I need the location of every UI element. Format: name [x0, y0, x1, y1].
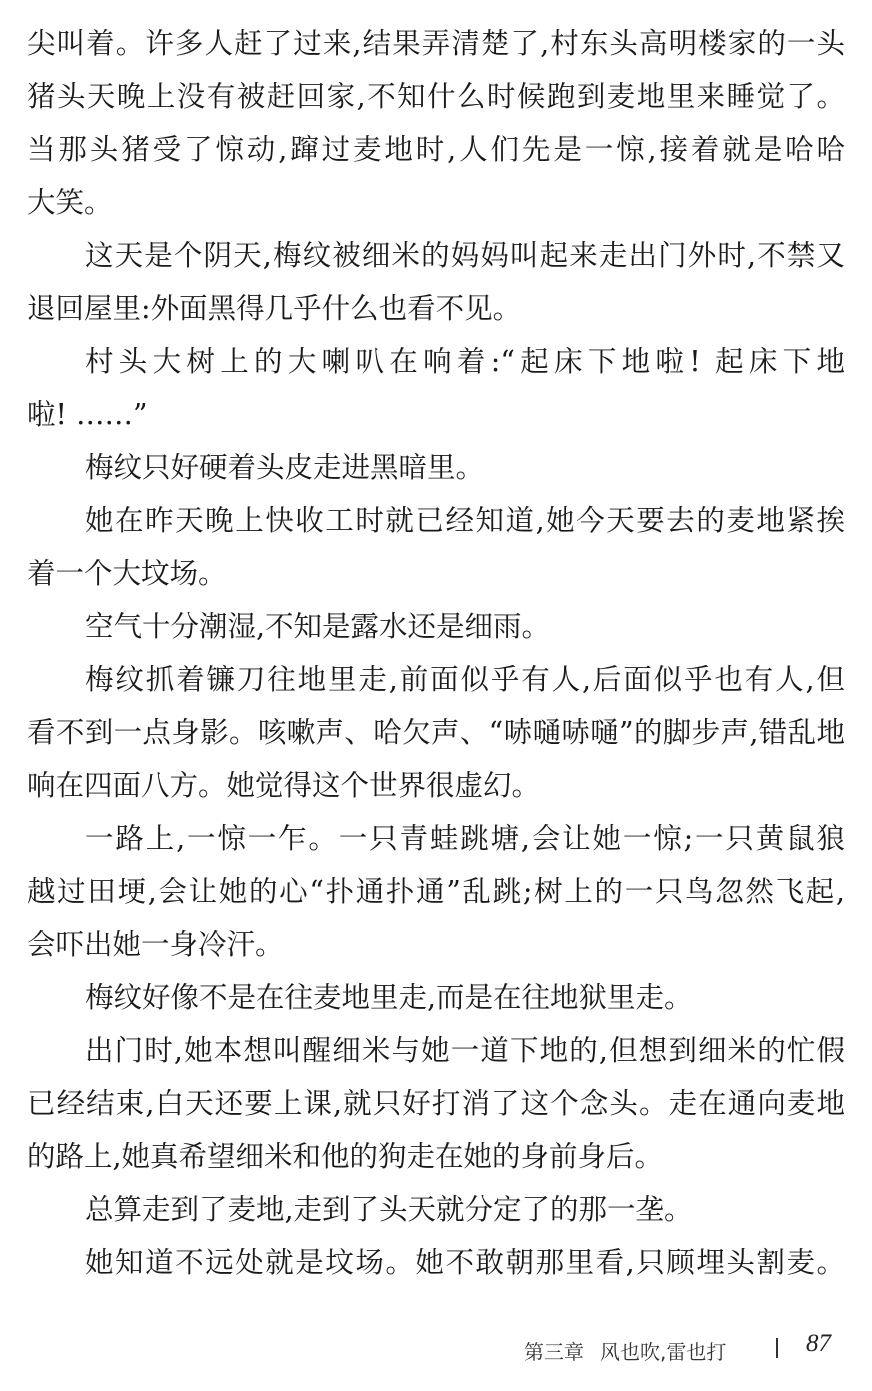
text-line: 这天是个阴天,梅纹被细米的妈妈叫起来走出门外时,不禁又: [85, 239, 845, 272]
text-line: 越过田埂,会让她的心“扑通扑通”乱跳;树上的一只鸟忽然飞起,: [27, 875, 845, 908]
text-line: 总算走到了麦地,走到了头天就分定了的那一垄。: [85, 1193, 693, 1226]
text-line: 着一个大坟场。: [27, 557, 227, 590]
text-line: 她在昨天晚上快收工时就已经知道,她今天要去的麦地紧挨: [85, 504, 845, 537]
text-line: 空气十分潮湿,不知是露水还是细雨。: [85, 610, 551, 643]
text-line: 看不到一点身影。咳嗽声、哈欠声、“哧嗵哧嗵”的脚步声,错乱地: [27, 716, 845, 749]
text-line: 她知道不远处就是坟场。她不敢朝那里看,只顾埋头割麦。: [85, 1246, 845, 1279]
text-line: 会吓出她一身冷汗。: [27, 928, 284, 961]
text-line: 一路上,一惊一乍。一只青蛙跳塘,会让她一惊;一只黄鼠狼: [85, 822, 845, 855]
footer-divider: [776, 1338, 778, 1358]
text-line: 已经结束,白天还要上课,就只好打消了这个念头。走在通向麦地: [27, 1087, 845, 1120]
chapter-label: 第三章: [524, 1340, 584, 1364]
text-line: 出门时,她本想叫醒细米与她一道下地的,但想到细米的忙假: [85, 1034, 845, 1067]
text-line: 猪头天晚上没有被赶回家,不知什么时候跑到麦地里来睡觉了。: [27, 80, 845, 113]
text-line: 的路上,她真希望细米和他的狗走在她的身前身后。: [27, 1140, 664, 1173]
text-line: 大笑。: [27, 186, 113, 219]
page-number: 87: [806, 1330, 831, 1357]
page-footer: [0, 1330, 872, 1370]
text-line: 梅纹好像不是在往麦地里走,而是在往地狱里走。: [85, 981, 693, 1014]
chapter-title: 风也吹,雷也打: [600, 1340, 727, 1364]
text-line: 啦! ……”: [27, 398, 148, 431]
text-line: 退回屋里:外面黑得几乎什么也看不见。: [27, 292, 522, 325]
running-head: [524, 1336, 726, 1365]
text-line: 梅纹只好硬着头皮走进黑暗里。: [85, 451, 485, 484]
text-line: 村头大树上的大喇叭在响着:“起床下地啦! 起床下地: [85, 345, 845, 378]
text-line: 当那头猪受了惊动,蹿过麦地时,人们先是一惊,接着就是哈哈: [27, 133, 845, 166]
page-body: [27, 17, 845, 1289]
text-line: 响在四面八方。她觉得这个世界很虚幻。: [27, 769, 541, 802]
text-line: 尖叫着。许多人赶了过来,结果弄清楚了,村东头高明楼家的一头: [27, 27, 845, 60]
text-line: 梅纹抓着镰刀往地里走,前面似乎有人,后面似乎也有人,但: [85, 663, 845, 696]
